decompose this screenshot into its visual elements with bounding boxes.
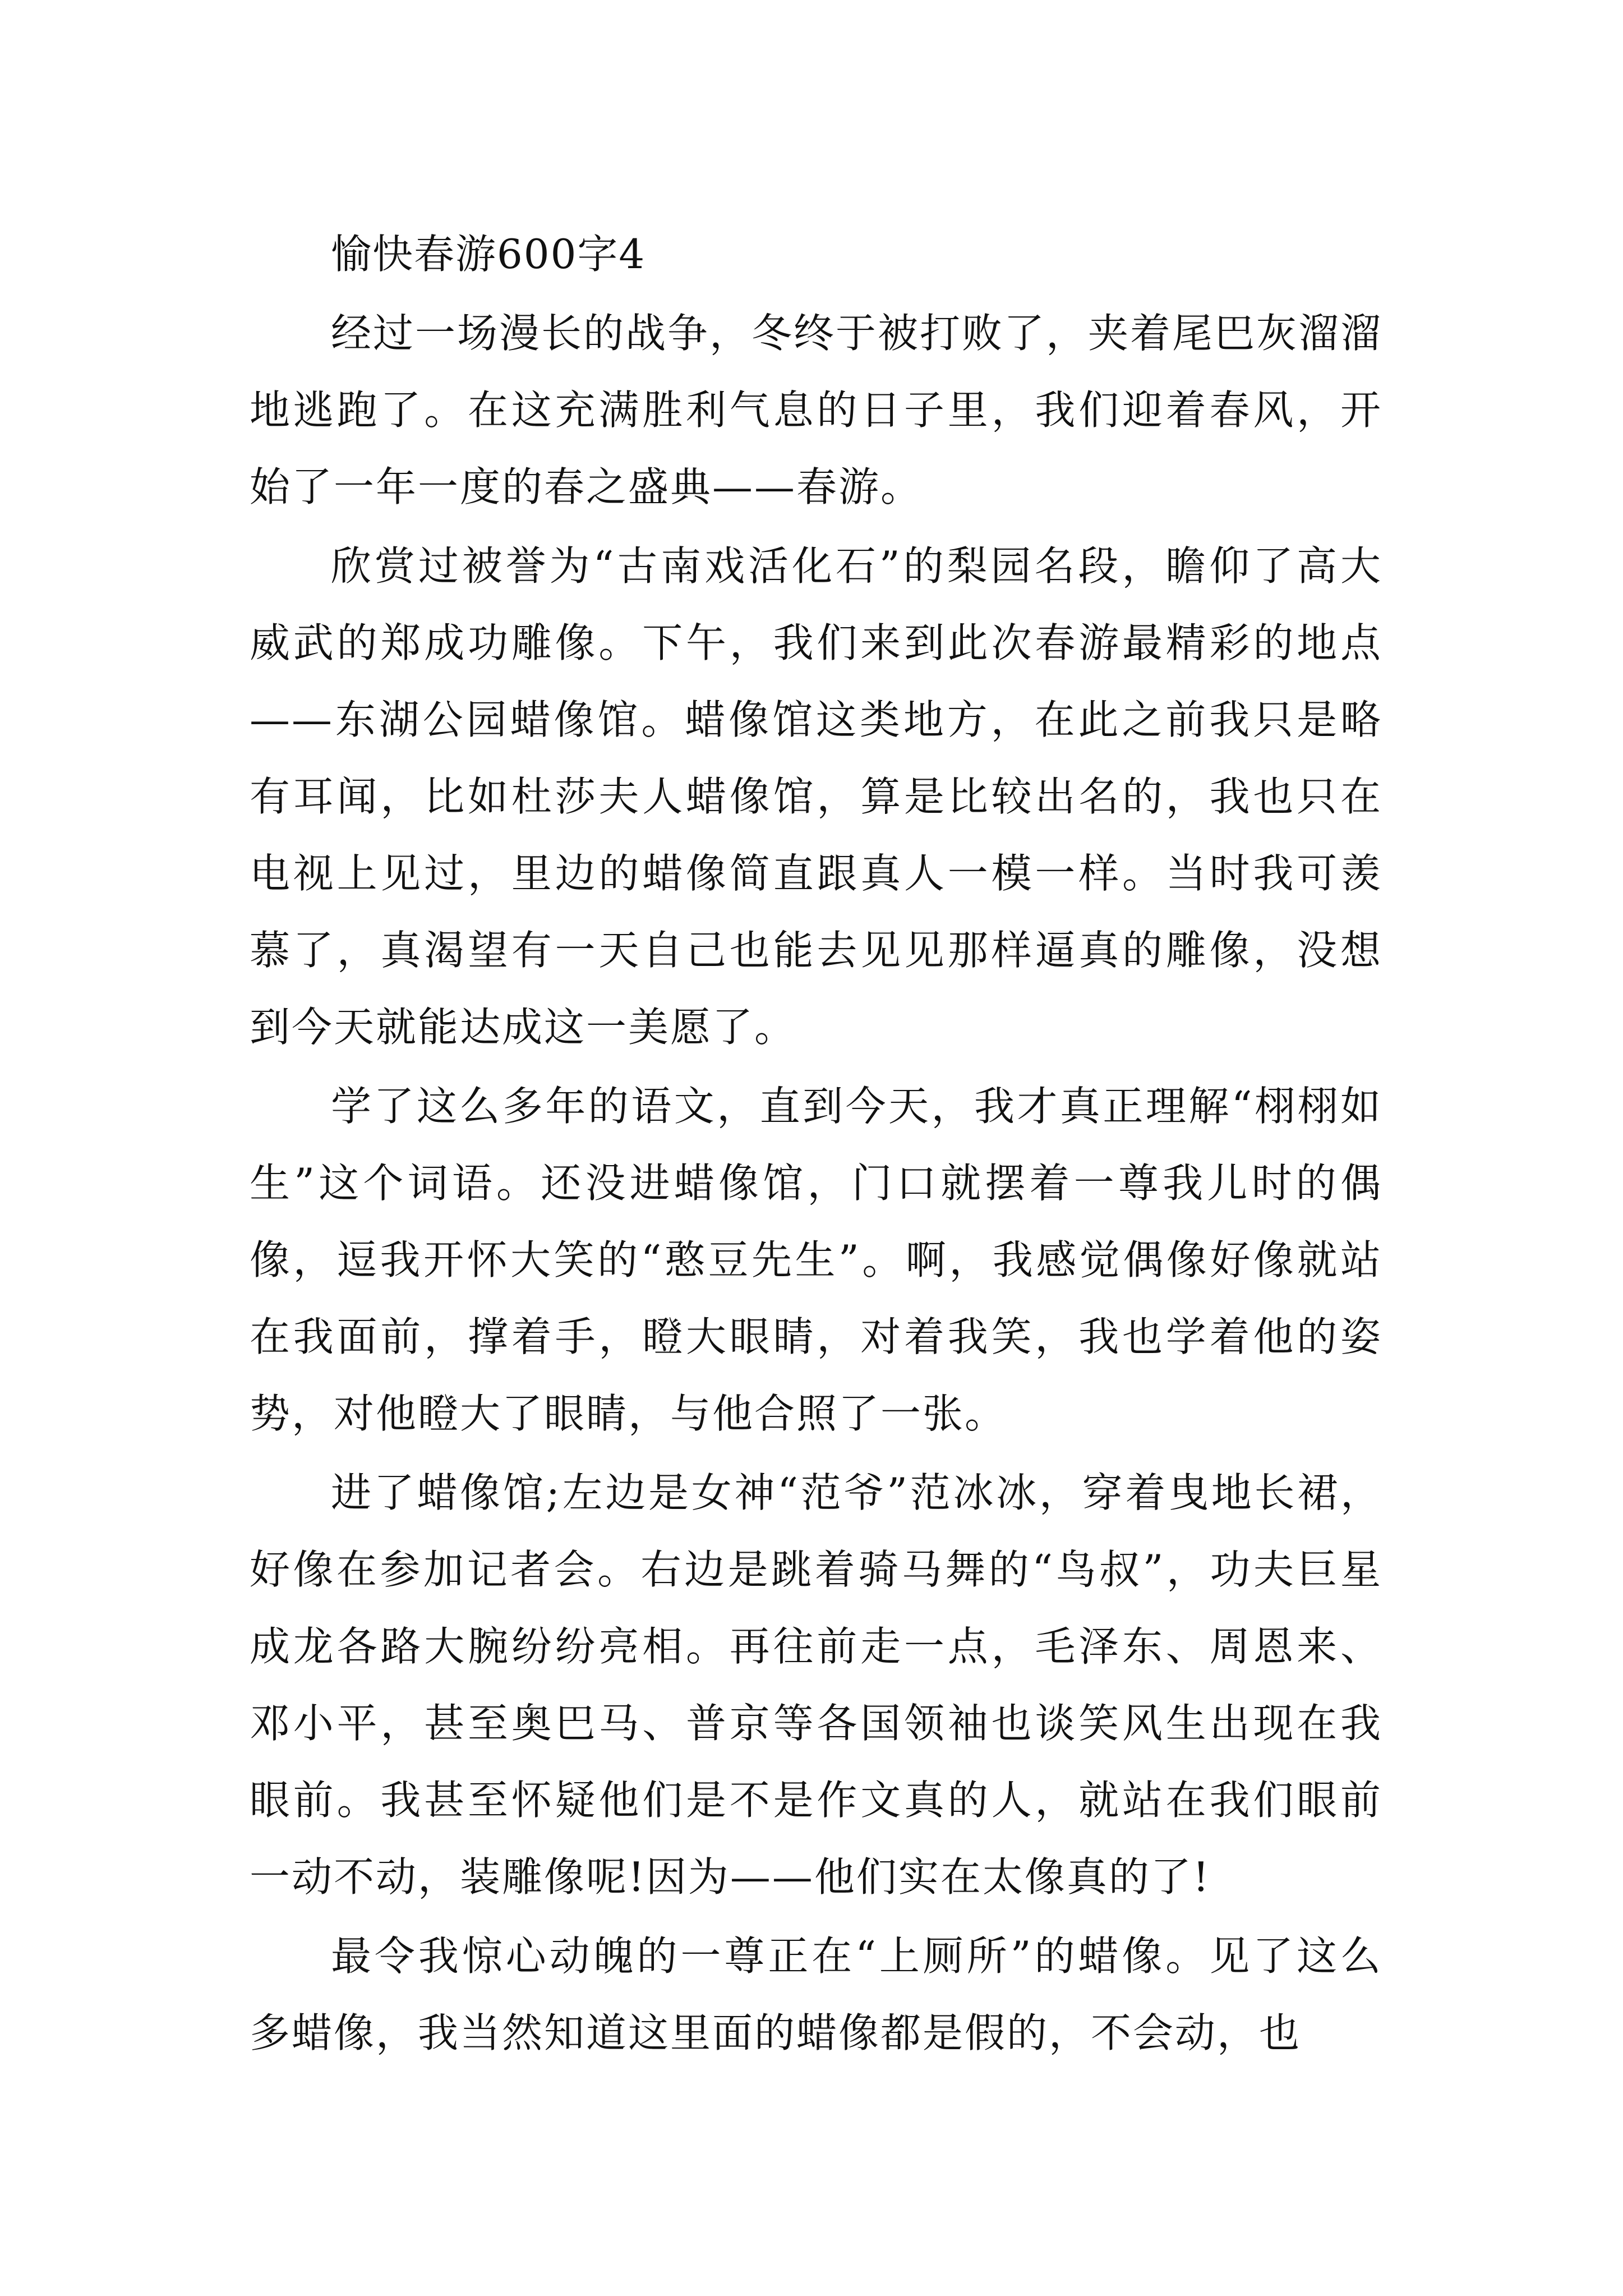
paragraph-5: 最令我惊心动魄的一尊正在“上厕所”的蜡像。见了这么多蜡像，我当然知道这里面的蜡像都是假的，不会动，也: [250, 1932, 1382, 2056]
paragraph-1: 经过一场漫长的战争，冬终于被打败了，夹着尾巴灰溜溜地逃跑了。在这充满胜利气息的日子里，我们迎着春风，开始了一年一度的春之盛典——春游。: [250, 310, 1383, 510]
document-title: 愉快春游600字4: [331, 231, 646, 278]
paragraph-3: 学了这么多年的语文，直到今天，我才真正理解“栩栩如生”这个词语。还没进蜡像馆，门口就摆着一尊我儿时的偶像，逗我开怀大笑的“憨豆先生”。啊，我感觉偶像好像就站在我面前，撑着手，瞪大眼睛，对着我笑，我也学着他的姿势，对他瞪大了眼睛，与他合照了一张。: [250, 1083, 1382, 1437]
document-body: [250, 216, 1382, 2072]
paragraph-2: 欣赏过被誉为“古南戏活化石”的梨园名段，瞻仰了高大威武的郑成功雕像。下午，我们来到此次春游最精彩的地点——东湖公园蜡像馆。蜡像馆这类地方，在此之前我只是略有耳闻，比如杜莎夫人蜡像馆，算是比较出名的，我也只在电视上见过，里边的蜡像简直跟真人一模一样。当时我可羡慕了，真渴望有一天自己也能去见见那样逼真的雕像，没想到今天就能达成这一美愿了。: [250, 542, 1382, 1051]
paragraph-4: 进了蜡像馆;左边是女神“范爷”范冰冰，穿着曳地长裙，好像在参加记者会。右边是跳着骑马舞的“鸟叔”，功夫巨星成龙各路大腕纷纷亮相。再往前走一点，毛泽东、周恩来、邓小平，甚至奥巴马、普京等各国领袖也谈笑风生出现在我眼前。我甚至怀疑他们是不是作文真的人，就站在我们眼前一动不动，装雕像呢!因为——他们实在太像真的了!: [250, 1469, 1382, 1901]
